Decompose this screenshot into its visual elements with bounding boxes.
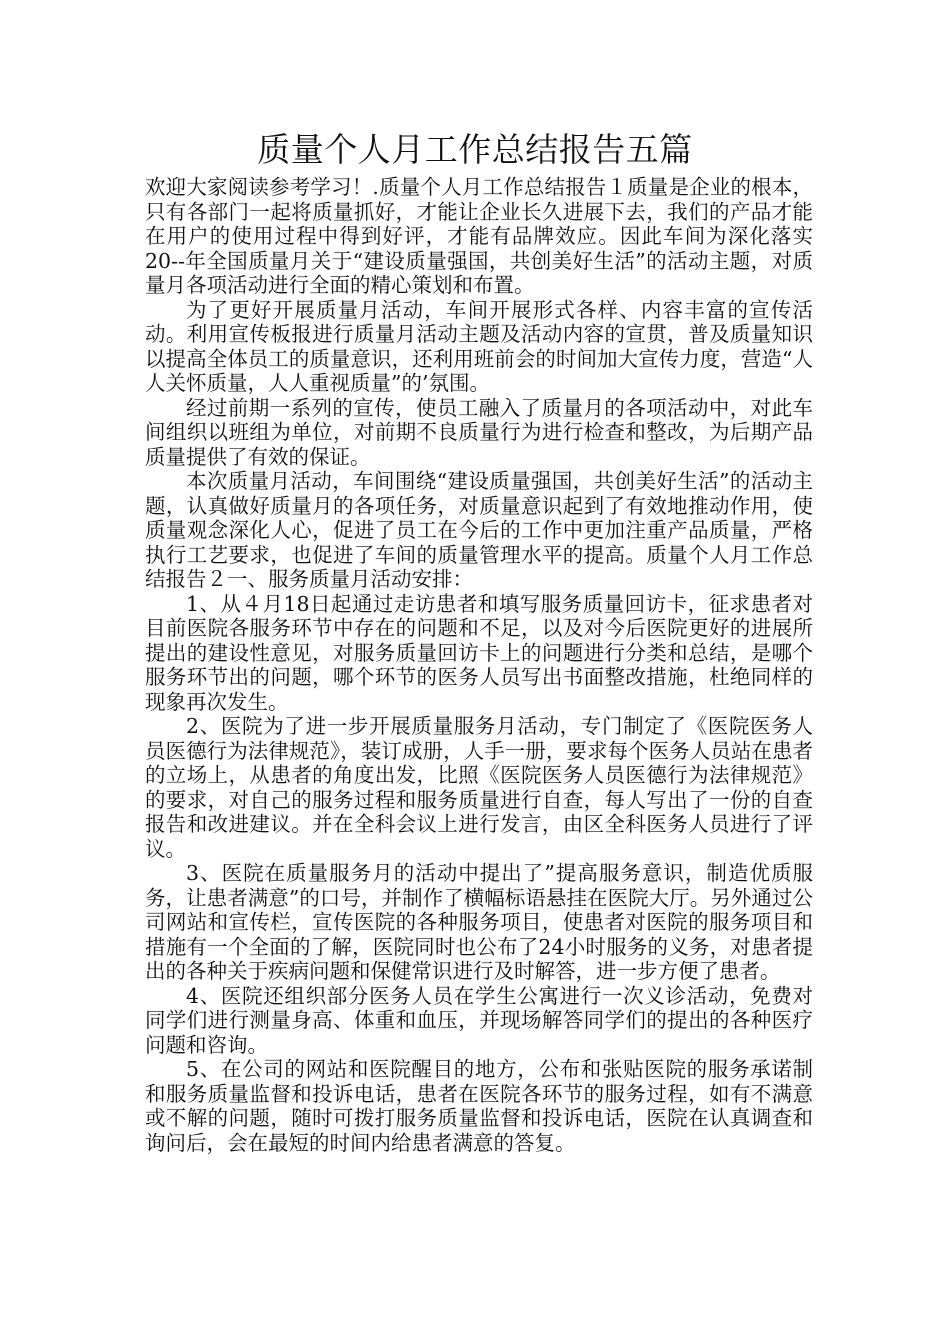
document-title: 质量个人月工作总结报告五篇: [257, 130, 693, 169]
paragraph-2: 为了更好开展质量月活动，车间开展形式各样、内容丰富的宣传活动。利用宣传板报进行质量月活动主题及活动内容的宣贯，普及质量知识以提高全体员工的质量意识，还利用班前会的时间加大宣传力度，营造“人人关怀质量，人人重视质量”的’氛围。: [145, 297, 813, 395]
paragraph-9: 5、在公司的网站和医院醒目的地方，公布和张贴医院的服务承诺制和服务质量监督和投诉电话，患者在医院各环节的服务过程，如有不满意或不解的问题，随时可拨打服务质量监督和投诉电话，医院在认真调查和询问后，会在最短的时间内给患者满意的答复。: [145, 1057, 813, 1155]
paragraph-5: 1、从４月18日起通过走访患者和填写服务质量回访卡，征求患者对目前医院各服务环节中存在的问题和不足，以及对今后医院更好的进展所提出的建设性意见，对服务质量回访卡上的问题进行分类和总结，是哪个服务环节出的问题，哪个环节的医务人员写出书面整改措施，杜绝同样的现象再次发生。: [145, 591, 813, 714]
paragraph-7: 3、医院在质量服务月的活动中提出了”提高服务意识，制造优质服务，让患者满意”的口号，并制作了横幅标语悬挂在医院大厅。另外通过公司网站和宣传栏，宣传医院的各种服务项目，使患者对医院的服务项目和措施有一个全面的了解，医院同时也公布了24小时服务的义务，对患者提出的各种关于疾病问题和保健常识进行及时解答，进一步方便了患者。: [145, 861, 813, 983]
paragraph-3: 经过前期一系列的宣传，使员工融入了质量月的各项活动中，对此车间组织以班组为单位，对前期不良质量行为进行检查和整改，为后期产品质量提供了有效的保证。: [145, 395, 813, 469]
paragraph-1: 欢迎大家阅读参考学习！.质量个人月工作总结报告１质量是企业的根本，只有各部门一起将质量抓好，才能让企业长久进展下去，我们的产品才能在用户的使用过程中得到好评，才能有品牌效应。因此车间为深化落实20--年全国质量月关于“建设质量强国，共创美好生活”的活动主题，对质量月各项活动进行全面的精心策划和布置。: [145, 175, 813, 297]
paragraph-4: 本次质量月活动，车间围绕“建设质量强国，共创美好生活”的活动主题，认真做好质量月的各项任务，对质量意识起到了有效地推动作用，使质量观念深化人心，促进了员工在今后的工作中更加注重产品质量，严格执行工艺要求，也促进了车间的质量管理水平的提高。质量个人月工作总结报告２一、服务质量月活动安排：: [145, 469, 813, 591]
paragraph-6: 2、医院为了进一步开展质量服务月活动，专门制定了《医院医务人员医德行为法律规范》，装订成册，人手一册，要求每个医务人员站在患者的立场上，从患者的角度出发，比照《医院医务人员医德行为法律规范》的要求，对自己的服务过程和服务质量进行自查，每人写出了一份的自查报告和改进建议。并在全科会议上进行发言，由区全科医务人员进行了评议。: [145, 714, 813, 861]
document-body: [145, 175, 813, 1155]
paragraph-8: 4、医院还组织部分医务人员在学生公寓进行一次义诊活动，免费对同学们进行测量身高、体重和血压，并现场解答同学们的提出的各种医疗问题和咨询。: [145, 983, 813, 1057]
